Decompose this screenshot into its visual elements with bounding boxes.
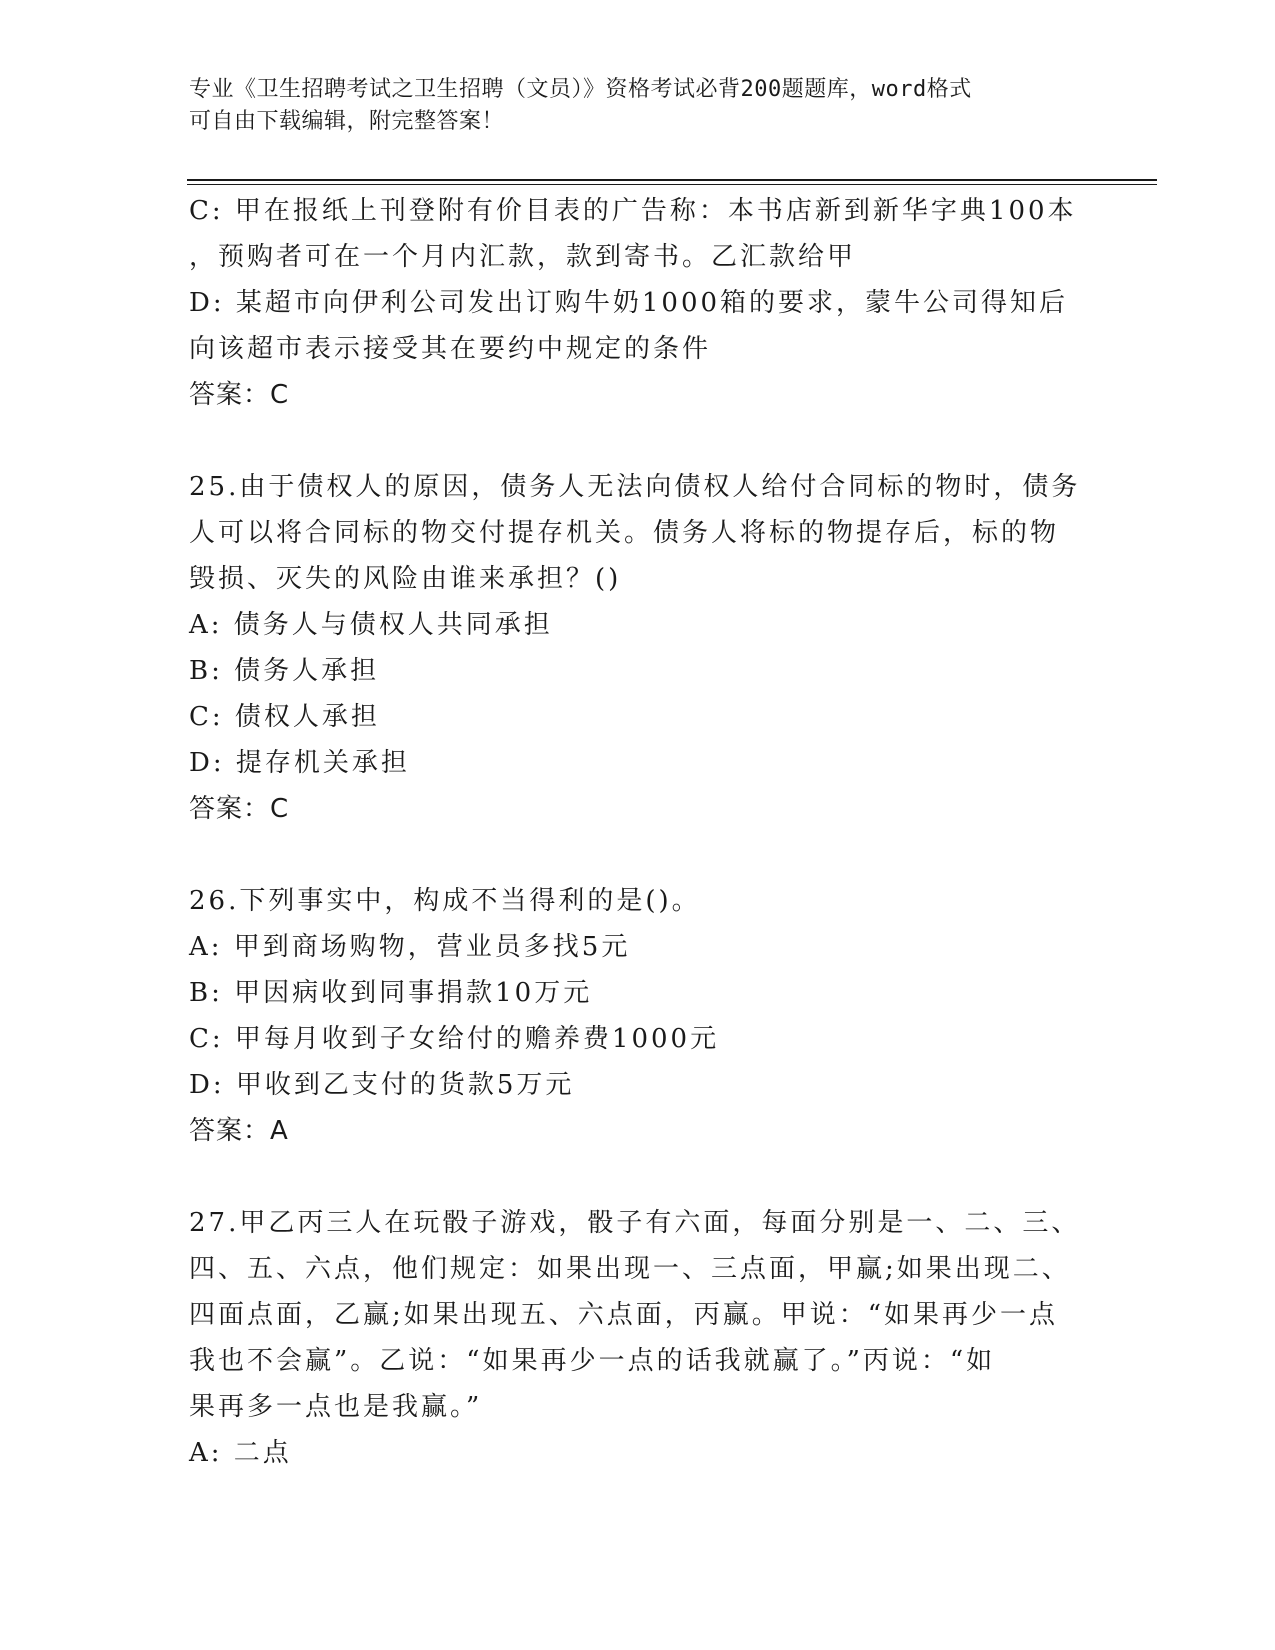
option-d-line-2: 向该超市表示接受其在要约中规定的条件 xyxy=(189,334,712,364)
option-a: A: 甲到商场购物，营业员多找5元 xyxy=(189,932,631,962)
spacer xyxy=(189,1154,1089,1200)
option-b: B: 债务人承担 xyxy=(189,656,380,686)
question-25 xyxy=(189,464,1089,832)
answer: 答案：A xyxy=(189,1116,289,1146)
header-line-2: 可自由下载编辑，附完整答案！ xyxy=(189,109,505,134)
question-27 xyxy=(189,1200,1089,1476)
question-stem-line-1: 27.甲乙丙三人在玩骰子游戏，骰子有六面，每面分别是一、二、三、 xyxy=(189,1208,1081,1238)
option-b: B: 甲因病收到同事捐款10万元 xyxy=(189,978,593,1008)
question-content xyxy=(189,188,1089,1476)
option-d-line-1: D: 某超市向伊利公司发出订购牛奶1000箱的要求，蒙牛公司得知后 xyxy=(189,288,1069,318)
header-divider xyxy=(187,179,1157,181)
question-stem-line-2: 人可以将合同标的物交付提存机关。债务人将标的物提存后，标的物 xyxy=(189,518,1060,548)
header-divider-thin xyxy=(187,184,1157,185)
question-stem-line-2: 四、五、六点，他们规定：如果出现一、三点面，甲赢;如果出现二、 xyxy=(189,1254,1071,1284)
spacer xyxy=(189,832,1089,878)
option-d: D: 提存机关承担 xyxy=(189,748,410,778)
option-a: A: 债务人与债权人共同承担 xyxy=(189,610,553,640)
option-d: D: 甲收到乙支付的货款5万元 xyxy=(189,1070,575,1100)
question-26 xyxy=(189,878,1089,1154)
option-c: C: 甲每月收到子女给付的赡养费1000元 xyxy=(189,1024,720,1054)
answer: 答案：C xyxy=(189,794,290,824)
option-c-line-1: C: 甲在报纸上刊登附有价目表的广告称：本书店新到新华字典100本 xyxy=(189,196,1077,226)
question-stem-line-5: 果再多一点也是我赢。” xyxy=(189,1392,483,1422)
spacer xyxy=(189,418,1089,464)
header-line-1: 专业《卫生招聘考试之卫生招聘（文员）》资格考试必背200题题库，word格式 xyxy=(189,77,972,102)
question-stem-line-1: 26.下列事实中，构成不当得利的是()。 xyxy=(189,886,701,916)
option-c-line-2: ，预购者可在一个月内汇款，款到寄书。乙汇款给甲 xyxy=(189,242,857,272)
question-stem-line-3: 毁损、灭失的风险由谁来承担？() xyxy=(189,564,622,594)
answer: 答案：C xyxy=(189,380,290,410)
question-stem-line-3: 四面点面，乙赢;如果出现五、六点面，丙赢。甲说：“如果再少一点 xyxy=(189,1300,1059,1330)
question-stem-line-1: 25.由于债权人的原因，债务人无法向债权人给付合同标的物时，债务 xyxy=(189,472,1081,502)
option-a: A: 二点 xyxy=(189,1438,292,1468)
option-c: C: 债权人承担 xyxy=(189,702,380,732)
document-header xyxy=(189,74,1089,138)
question-24 xyxy=(189,188,1089,418)
question-stem-line-4: 我也不会赢”。乙说：“如果再少一点的话我就赢了。”丙说：“如 xyxy=(189,1346,996,1376)
